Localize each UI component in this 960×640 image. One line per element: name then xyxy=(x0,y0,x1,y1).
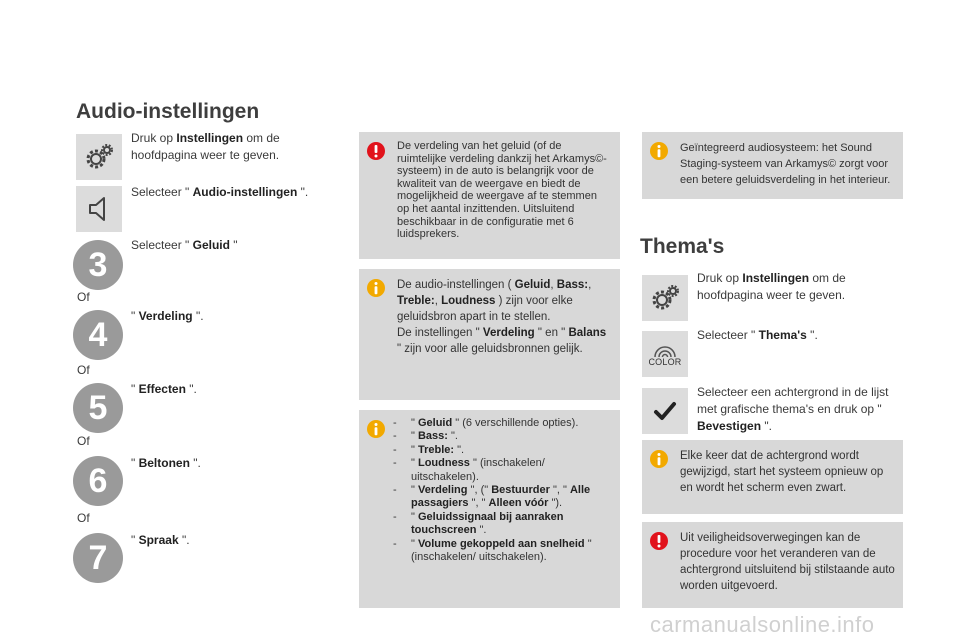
info-box-audio-settings xyxy=(359,269,620,400)
themes-step-2-text: Selecteer " Thema's ". xyxy=(697,328,818,342)
step-1-text: Druk op Instellingen om de hoofdpagina weer te geven. xyxy=(131,131,280,162)
settings-tile xyxy=(642,275,688,321)
warning-icon xyxy=(650,532,668,550)
info-icon xyxy=(650,142,668,160)
step-number-4: 4 xyxy=(73,310,123,360)
or-label: Of xyxy=(77,511,90,525)
step-5-text: " Effecten ". xyxy=(131,382,197,396)
settings-tile xyxy=(76,134,122,180)
list-item: - " Volume gekoppeld aan snelheid " (inschakelen/ uitschakelen). xyxy=(393,537,592,564)
info-box-options-list xyxy=(359,410,620,608)
settings-gear-icon xyxy=(650,283,680,313)
themes-step-3-text: Selecteer een achtergrond in de lijst met grafische thema's en druk op " Bevestigen ". xyxy=(697,385,889,433)
list-item: - " Geluidssignaal bij aanraken touchscreen ". xyxy=(393,510,564,537)
step-6-text: " Beltonen ". xyxy=(131,456,201,470)
confirm-tile xyxy=(642,388,688,434)
page-title: Audio-instellingen xyxy=(76,100,260,123)
or-label: Of xyxy=(77,290,90,304)
watermark: carmanualsonline.info xyxy=(650,612,875,637)
step-number-3: 3 xyxy=(73,240,123,290)
step-number-5: 5 xyxy=(73,383,123,433)
warning-icon xyxy=(367,142,385,160)
color-label: COLOR xyxy=(648,357,682,367)
settings-gear-icon xyxy=(84,142,114,172)
list-item: - " Treble: ". xyxy=(393,443,465,456)
list-item: - " Geluid " (6 verschillende opties). xyxy=(393,417,579,429)
list-item: - " Bass: ". xyxy=(393,430,458,443)
warning-box-distribution xyxy=(359,132,620,259)
step-4-text: " Verdeling ". xyxy=(131,309,204,323)
list-item: - " Loudness " (inschakelen/ uitschakelen). xyxy=(393,457,545,483)
warning-box-text: De verdeling van het geluid (of de ruimtelijke verdeling dankzij het Arkamys©-systeem) in de auto is belangrijk voor de kwaliteit van de weergave en biedt de mogelijkheid de weergave af te stemmen op het aantal inzittenden. Uitsluitend beschikbaar in de configuratie met 6 luidsprekers. xyxy=(397,140,607,241)
step-2-text: Selecteer " Audio-instellingen ". xyxy=(131,185,309,199)
list-item: - " Verdeling ", (" Bestuurder ", " Alle passagiers ", " Alleen vóór "). xyxy=(393,484,591,510)
info-box-text: Geïntegreerd audiosysteem: het Sound Staging-systeem van Arkamys© zorgt voor een betere geluidsverdeling in het interieur. xyxy=(680,142,891,186)
step-3-text: Selecteer " Geluid " xyxy=(131,238,238,252)
options-list xyxy=(393,417,612,564)
speaker-icon xyxy=(86,194,112,224)
info-box-background-change xyxy=(642,440,903,514)
audio-tile xyxy=(76,186,122,232)
themes-title: Thema's xyxy=(640,235,725,258)
info-box-text: De audio-instellingen ( Geluid, Bass:, Treble:, Loudness ) zijn voor elke geluidsbron apart in te stellen. De instellingen " Verdeling " en " Balans " zijn voor alle geluidsbronnen gelijk. xyxy=(397,279,607,355)
warning-box-safety xyxy=(642,522,903,608)
info-icon xyxy=(367,279,385,297)
info-box-text: Elke keer dat de achtergrond wordt gewijzigd, start het systeem opnieuw op en wordt het scherm even zwart. xyxy=(680,450,884,494)
step-7-text: " Spraak ". xyxy=(131,533,190,547)
color-arcs-icon xyxy=(650,341,680,357)
step-number-6: 6 xyxy=(73,456,123,506)
step-number-7: 7 xyxy=(73,533,123,583)
color-theme-tile xyxy=(642,331,688,377)
info-icon xyxy=(650,450,668,468)
or-label: Of xyxy=(77,363,90,377)
or-label: Of xyxy=(77,434,90,448)
info-icon xyxy=(367,420,385,438)
info-box-sound-staging xyxy=(642,132,903,199)
checkmark-icon xyxy=(653,399,677,423)
themes-step-1-text: Druk op Instellingen om de hoofdpagina weer te geven. xyxy=(697,271,846,302)
warning-box-text: Uit veiligheidsoverwegingen kan de procedure voor het veranderen van de achtergrond uitsluitend bij stilstaande auto worden uitgevoerd. xyxy=(680,532,895,592)
